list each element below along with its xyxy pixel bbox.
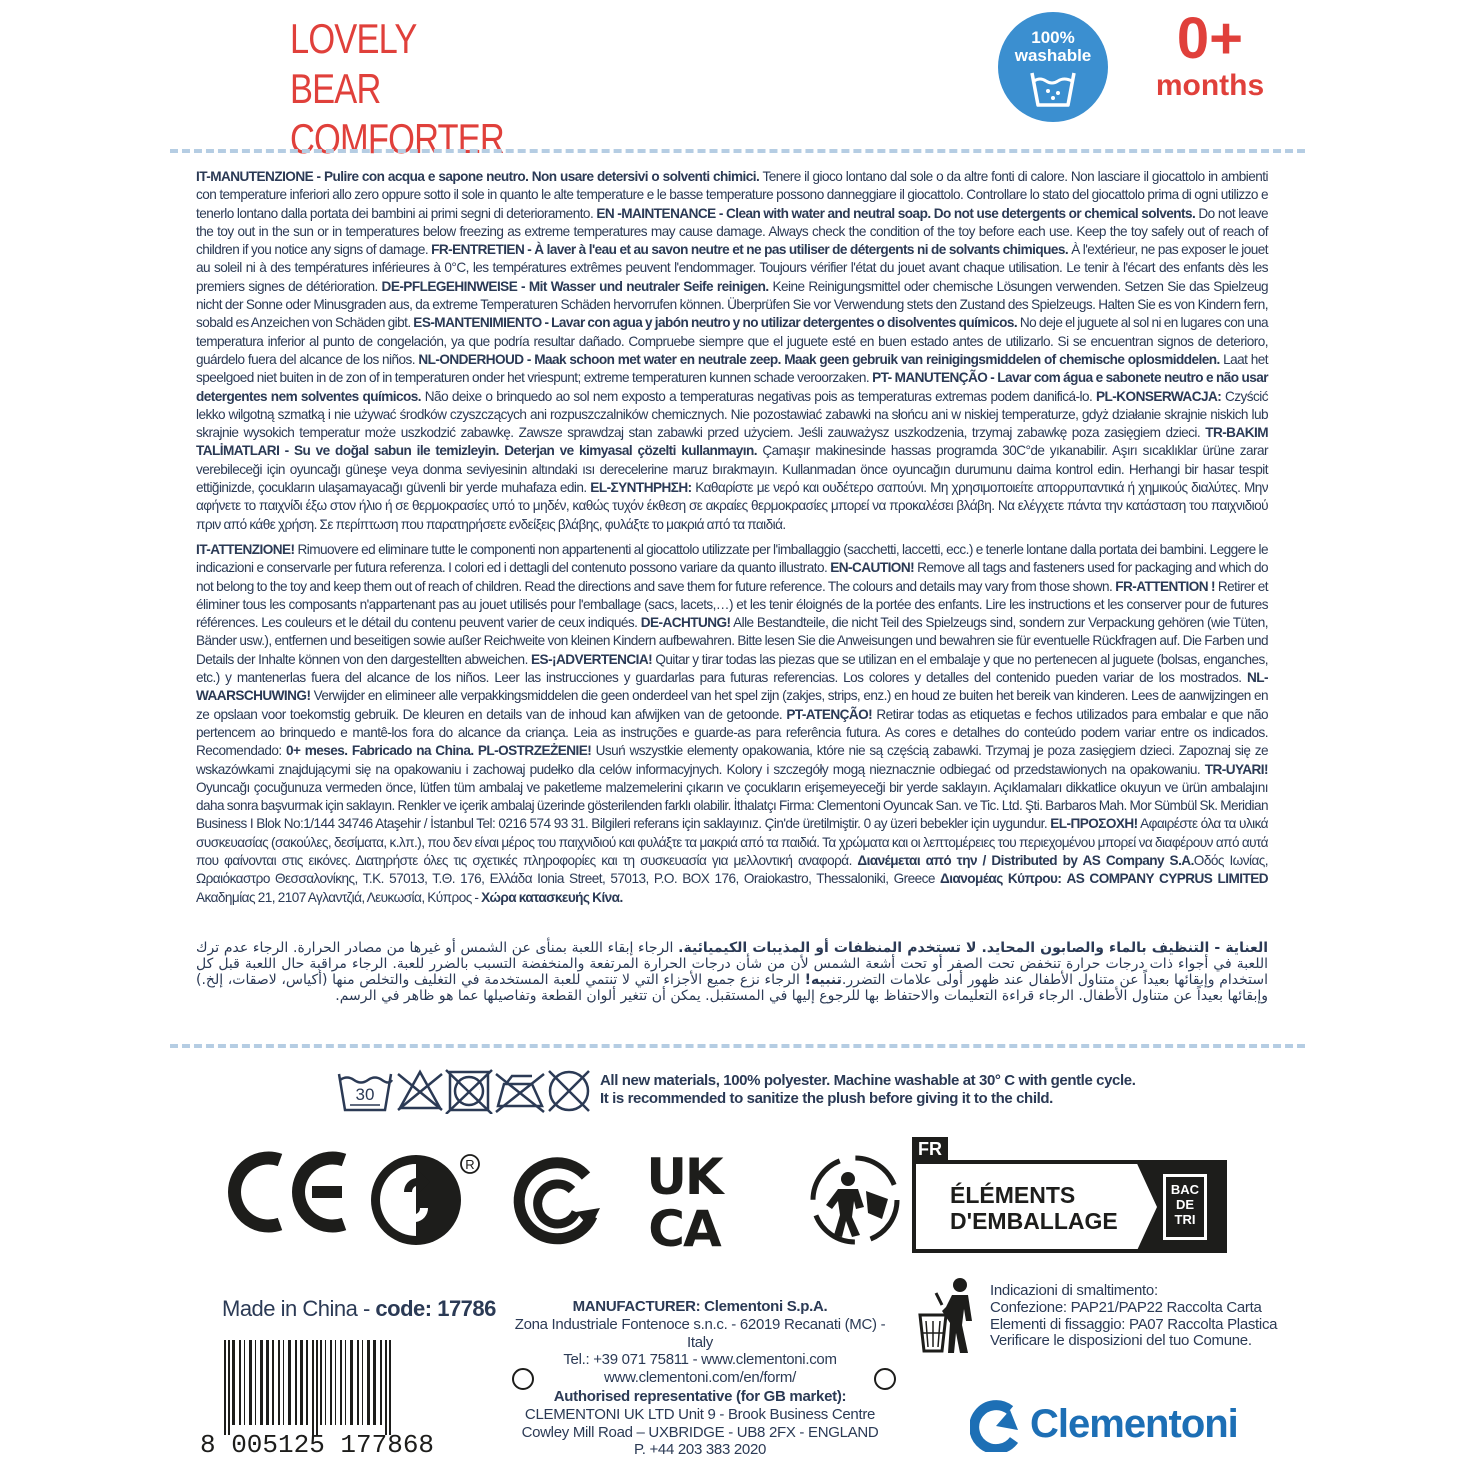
barcode-bar bbox=[266, 1340, 269, 1425]
tidyman-icon bbox=[916, 1275, 980, 1355]
text-line: Verificare le disposizioni del tuo Comune. bbox=[990, 1332, 1252, 1350]
section-body: À l'extérieur, ne pas exposer le jouet au soleil ni à des températures inférieures à 0°C, les températures extrêmes peuvent l'endommager. Toujours vérifier l'état du jouet avant chaque utilisation. Le tenir à l'écart des enfants dès les premiers signes de détérioration. bbox=[196, 242, 1269, 294]
svg-text:30: 30 bbox=[355, 1085, 375, 1104]
section-body: Çamaşır makinesinde hassas programda 30C°de yıkanabilir. Aşırı sıcaklıklar ürüne zarar verebileceği için oyuncağı güneşe veya donma seviyesinin altındaki ısı derecelerine maruz bırakmayın. Kullanmadan önce oyuncağın durumunu daima kontrol edin. Herhangi bir hasar tespit ettiğinizde, çocukların ulaşamayacağı güvenli bir yerde muhafaza edin. bbox=[196, 443, 1268, 496]
representative-block bbox=[500, 1388, 900, 1459]
barcode-bar bbox=[312, 1340, 314, 1435]
section-heading: تنبيه! bbox=[804, 972, 842, 988]
section-heading: ES-¡ADVERTENCIA! bbox=[531, 651, 653, 667]
section-body: Usuń wszystkie elementy opakowania, które nie są częścią zabawki. Trzymaj je poza zasięgiem dzieci. Zapoznaj się ze wskazówkami znajdującymi się na opakowaniu i zachowaj pudełko dla celów informacyjnych. Kolory i szczegóły mogą nieznacznie odbiegać od przedstawionych na opakowaniu. bbox=[196, 743, 1268, 777]
age-unit: months bbox=[1155, 69, 1265, 102]
text-line: Confezione: PAP21/PAP22 Raccolta Carta bbox=[990, 1298, 1262, 1316]
section-heading: FR-ENTRETIEN - À laver à l'eau et au savon neutre et ne pas utiliser de détergents ni de solvants chimiques. bbox=[431, 242, 1069, 258]
warnings-text bbox=[196, 541, 1268, 907]
section-body: Ακαδημίας 21, 2107 Αγλαντζιά, Λευκωσία, Κύπρος - bbox=[196, 889, 482, 905]
made-in-code: Made in China - code: 17786 bbox=[222, 1296, 496, 1321]
section-body: Rimuovere ed eliminare tutte le componenti non appartenenti al giocattolo utilizzate per l'imballaggio (sacchetti, laccetti, ecc.) e tenerle lontane dalla portata dei bambini. Leggere le indicazioni e conservarle per futura referenza. I colori ed i dettagli del contenuto possono variare da quanto illustrato. bbox=[196, 542, 1268, 576]
triman-text: ÉLÉMENTS D'EMBALLAGE bbox=[950, 1182, 1118, 1234]
barcode-bar bbox=[249, 1340, 252, 1425]
washable-label: washable bbox=[1014, 46, 1092, 65]
recycling-loop-icon bbox=[504, 1152, 604, 1248]
section-body: Oyuncağı çocuğunuza vermeden önce, lütfen tüm ambalaj ve paketleme malzemelerini çıkarın ve çocukların erişemeyeceği bir yerde saklayın. Açıklamaları dikkatlice okuyun ve ürün ambalajını daha sonra başvurmak için saklayın. Renkler ve içerik ambalaj üzerinde gösterilenden farklı olabilir. İthalatçı Firma: Clementoni Oyuncak San. ve Tic. Ltd. Şti. Barbaros Mah. Mor Sümbül Sk. Meridian Business I Blok No:1/144 34746 Ataşehir / İstanbul Tel: 0216 574 93 31. Bilgileri referans için saklayınız. Çin'de üretilmiştir. 0 ay üzeri bebekler için uygundur. bbox=[196, 779, 1268, 832]
ce-mark-icon bbox=[222, 1150, 350, 1234]
barcode-bar bbox=[272, 1340, 274, 1425]
care-line-2: It is recommended to sanitize the plush before giving it to the child. bbox=[600, 1090, 1053, 1107]
barcode-number: 8 005125 177868 bbox=[200, 1430, 435, 1460]
section-heading: Χώρα κατασκευής Κίνα. bbox=[481, 889, 623, 905]
barcode-bar bbox=[389, 1340, 391, 1435]
barcode-bar bbox=[288, 1340, 291, 1425]
section-body: Αφαιρέστε όλα τα υλικά συσκευασίας (σακούλες, δεσίματα, κ.λπ.), που δεν είναι μέρος του παιχνιδιού και φυλάξτε τα μακριά από τα παιδιά. Τα χρώματα και οι λεπτομέρειες του περιεχομένου μπορεί να διαφέρουν από αυτά που φαίνονται στις εικόνες. Διατηρήστε όλες τις σχετικές πληροφορίες και τη συσκευασία για μελλοντική αναφορά. bbox=[196, 816, 1268, 869]
section-heading: TR-BAKIM TALİMATLARI - Su ve doğal sabun ile temizleyin. Deterjan ve kimyasal çözelti kullanmayın. bbox=[196, 425, 1268, 459]
no-dry-clean-icon bbox=[549, 1071, 589, 1111]
barcode-bar bbox=[224, 1340, 226, 1435]
barcode-bar bbox=[325, 1340, 326, 1425]
age-number: 0+ bbox=[1176, 6, 1244, 71]
care-line-1: All new materials, 100% polyester. Machine washable at 30° C with gentle cycle. bbox=[600, 1072, 1136, 1089]
barcode-bar bbox=[345, 1340, 346, 1425]
svg-text:CA: CA bbox=[648, 1200, 720, 1250]
title-line-1: LOVELY BEAR bbox=[290, 15, 416, 112]
hole-marker-right bbox=[874, 1368, 896, 1390]
sorting-bin-icon: BAC DE TRI bbox=[1163, 1174, 1207, 1240]
section-body: Verwijder en elimineer alle verpakkingsmiddelen die geen onderdeel van het spel zijn (zakjes, strips, enz.) en houd ze buiten het bereik van kinderen. Lees de aanwijzingen en ze opslaan voor toekomstig gebruik. De kleuren en details van de inhoud kan afwijken van de getoonde. bbox=[196, 688, 1268, 722]
section-body: Alle Bestandteile, die nicht Teil des Spielzeugs sind, sondern zur Verpackung gehören (wie Tüten, Bänder usw.), entfernen und beseitigen sowie außer Reichweite von kleinen Kindern aufbewahren. Bitte lesen Sie die Anweisungen und bewahren sie für eventuelle Rückfragen auf. Die Farben und Details der Inhalte können von den dargestellten abweichen. bbox=[196, 615, 1269, 667]
text-line: MANUFACTURER: Clementoni S.p.A. bbox=[572, 1298, 828, 1315]
section-heading: EL-ΠΡΟΣΟΧΗ! bbox=[1050, 816, 1138, 832]
no-iron-icon bbox=[496, 1074, 544, 1112]
triman-icon bbox=[808, 1155, 902, 1245]
section-heading: NL-ONDERHOUD - Maak schoon met water en neutrale zeep. Maak geen gebruik van reinigingsmiddelen of chemische oplosmiddelen. bbox=[418, 351, 1220, 367]
triman-info-box bbox=[912, 1160, 1227, 1253]
section-body: الرجاء نزع جميع الأجزاء التي لا تنتمي للعبة المستخدمة في التغليف والتخلص منها (أكياس، لاصقات، إلخ.) وإبقائها بعيداً عن متناول الأطفال. الرجاء قراءة التعليمات والاحتفاظ بها للرجوع إليها في المستقبل. يمكن أن تتغير ألوان القطعة وتفاصيلها عما هو ظاهر في الرسم. bbox=[196, 972, 1268, 1004]
barcode-bar bbox=[239, 1340, 241, 1425]
section-body: Remove all tags and fasteners used for packaging and which do not belong to the toy and keep them out of reach of children. Read the directions and save them for future reference. The colours and details may vary from those shown. bbox=[196, 560, 1269, 594]
green-dot-icon bbox=[368, 1152, 480, 1248]
fr-tag: FR bbox=[912, 1137, 948, 1161]
barcode-bar bbox=[320, 1340, 322, 1425]
wash-tub-icon bbox=[1028, 69, 1078, 109]
svg-text:R: R bbox=[465, 1157, 475, 1172]
section-body: Retirar todas as etiquetas e fechos utilizados para embalar e que não pertencem ao brinquedo e mantê-los fora do alcance da criança. Leia as instruções e guarde-as para referência futura. As cores e detalhes do conteúdo podem variar entre os indicados. Recomendado: bbox=[196, 706, 1268, 759]
divider-top bbox=[170, 149, 1305, 153]
section-heading: Διανομέας Κύπρου: AS COMPANY CYPRUS LIMITED bbox=[940, 871, 1268, 887]
section-body: الرجاء إبقاء اللعبة بمنأى عن الشمس أو غيرها من مصادر الحرارة. الرجاء عدم ترك اللعبة في أجواء ذات درجات حرارة تنخفض تحت الصفر أو تحت أشعة الشمس لأن من شأن درجات الحرارة المرتفعة والمنخفضة التسبب بالضرر للعبة. الرجاء مراقبة حال اللعبة قبل كل استخدام وإبقائها بعيداً عن متناول الأطفال عند ظهور أولى علامات التضرر. bbox=[196, 940, 1268, 988]
barcode-bar bbox=[306, 1340, 308, 1425]
section-body: Czyścić lekko wilgotną szmatką i nie używać środków czyszczących ani rozpuszczalników chemicznych. Nie pozostawiać zabawki na słońcu ani w niskiej temperaturze, gdyż działanie skrajnie niskich lub skrajnie wysokich temperatur może uszkodzić zabawkę. Zawsze sprawdzaj stan zabawki przed użyciem. Jeśli zauważysz uszkodzenia, trzymaj zabawkę poza zasięgiem dzieci. bbox=[196, 388, 1268, 441]
text-line: P. +44 203 383 2020 bbox=[633, 1441, 767, 1459]
barcode-bar bbox=[357, 1340, 359, 1425]
text-line: www.clementoni.com/en/form/ bbox=[604, 1369, 796, 1387]
text-line: Tel.: +39 071 75811 - www.clementoni.com bbox=[563, 1351, 837, 1369]
barcode-bar bbox=[373, 1340, 376, 1425]
barcode-bar bbox=[350, 1340, 353, 1425]
barcode-bar bbox=[278, 1340, 280, 1425]
section-heading: DE-PFLEGEHINWEISE - Mit Wasser und neutraler Seife reinigen. bbox=[381, 278, 769, 294]
section-heading: EL-ΣΥΝΤΗΡΗΣΗ: bbox=[590, 480, 692, 496]
section-heading: Διανέμεται από την / Distributed by AS Company S.A. bbox=[857, 853, 1194, 869]
care-symbols bbox=[336, 1066, 592, 1119]
text-line: Cowley Mill Road – UXBRIDGE - UB8 2FX - ENGLAND bbox=[521, 1423, 879, 1441]
title-line-2: COMFORTER bbox=[290, 115, 504, 162]
barcode-bar bbox=[244, 1340, 245, 1425]
disposal-info bbox=[990, 1283, 1277, 1350]
care-instructions bbox=[600, 1072, 1135, 1108]
barcode-bar bbox=[300, 1340, 303, 1425]
divider-bottom bbox=[170, 1044, 1305, 1048]
section-heading: ES-MANTENIMIENTO - Lavar con agua y jabón neutro y no utilizar detergentes o disolventes químicos. bbox=[413, 315, 1018, 331]
section-body: Keine Reinigungsmittel oder chemische Lösungen verwenden. Setzen Sie das Spielzeug nicht der Sonne oder Minusgraden aus, da extreme Temperaturen Schäden hervorrufen können. Überprüfen Sie vor Verwendung stets den Zustand des Spielzeugs. Halten Sie es von Kindern fern, sobald es Anzeichen von Schäden gibt. bbox=[196, 278, 1269, 331]
no-bleach-icon bbox=[398, 1072, 442, 1110]
barcode-bar bbox=[362, 1340, 363, 1425]
text-line: Authorised representative (for GB market): bbox=[553, 1388, 847, 1405]
manufacturer-block bbox=[500, 1298, 900, 1387]
barcode-bar bbox=[316, 1340, 318, 1435]
text-line: Elementi di fissaggio: PA07 Raccolta Plastica bbox=[990, 1315, 1278, 1333]
barcode-bar bbox=[295, 1340, 297, 1425]
section-body: Καθαρίστε με νερό και ουδέτερο σαπούνι. Μη χρησιμοποιείτε απορρυπαντικά ή χημικούς διαλύτες. Μην αφήνετε το παιχνίδι έξω στον ήλιο ή σε θερμοκρασίες υπό το μηδέν, καθώς τυχόν έκθεση σε ακραίες θερμοκρασίες μπορεί να προκαλέσει βλάβη. Να ελέγχετε πάντα την κατάσταση του παιχνιδιού πριν από κάθε χρήση. Σε περίπτωση που παρατηρήσετε ενδείξεις βλάβης, φυλάξτε το μακριά από τα παιδιά. bbox=[196, 480, 1268, 532]
barcode-bar bbox=[380, 1340, 382, 1425]
section-heading: DE-ACHTUNG! bbox=[640, 615, 731, 631]
section-body: Οδός Ιωνίας, Ωραιόκαστρο Θεσσαλονίκης, Τ.Κ. 57013, Τ.Θ. 176, Ελλάδα Ionia Street, 57013, P.O. BOX 176, Oraiokastro, Thessaloniki, Greece bbox=[196, 853, 1268, 887]
no-tumble-dry-icon bbox=[446, 1070, 492, 1114]
barcode-bar bbox=[367, 1340, 370, 1425]
section-heading: TR-UYARI! bbox=[1204, 761, 1268, 777]
section-heading: FR-ATTENTION ! bbox=[1115, 578, 1215, 594]
barcode-bar bbox=[255, 1340, 256, 1425]
section-body: Retirer et éliminer tous les composants n'appartenant pas au jouet utilisés pour l'emballage (sacs, lacets,…) et les tenir éloignés de la portée des enfants. Lire les instructions et les conserver pour de futures références. Les couleurs et le détail du contenu peuvent varier de ceux indiqués. bbox=[196, 578, 1268, 631]
brand-name: Clementoni bbox=[1030, 1402, 1238, 1446]
barcode-bar bbox=[340, 1340, 342, 1425]
maintenance-text bbox=[196, 168, 1268, 534]
arabic-text bbox=[196, 940, 1268, 1004]
barcode-bar bbox=[335, 1340, 336, 1425]
section-body: Tenere il gioco lontano dal sole o da altre fonti di calore. Non lasciare il giocattolo in ambienti con temperature inferiori allo zero oppure sotto il sole in quanto le alte temperature e le basse temperature possono danneggiare il giocattolo. Controllare lo stato del giocattolo prima di ogni utilizzo e tenerlo lontano dalla portata dei bambini ai primi segni di deterioramento. bbox=[196, 169, 1268, 221]
barcode-bar bbox=[330, 1340, 332, 1425]
brand-logo bbox=[970, 1400, 1238, 1457]
text-line: Indicazioni di smaltimento: bbox=[990, 1282, 1158, 1299]
section-heading: العناية - التنظيف بالماء والصابون المحايد. لا تستخدم المنظفات أو المذيبات الكيميائية. bbox=[678, 940, 1268, 956]
text-line: Zona Industriale Fontenoce s.n.c. - 62019 Recanati (MC) - Italy bbox=[514, 1315, 886, 1351]
section-body: Do not leave the toy out in the sun or in temperatures below freezing as extreme temperatures may cause damage. Always check the condition of the toy before each use. Keep the toy safely out of reach of children if you notice any signs of damage. bbox=[196, 205, 1269, 258]
section-body: No deje el juguete al sol ni en lugares con una temperatura inferior al punto de congelación, ya que podría resultar dañado. Compruebe siempre que el juguete esté en buen estado antes de utilizarlo. Si se encuentran signos de deterioro, guárdelo fuera del alcance de los niños. bbox=[196, 315, 1269, 367]
text-line: CLEMENTONI UK LTD Unit 9 - Brook Business Centre bbox=[524, 1405, 876, 1423]
washable-percent: 100% bbox=[1031, 28, 1075, 47]
clementoni-logo-icon bbox=[970, 1400, 1022, 1452]
section-heading: EN-CAUTION! bbox=[830, 560, 915, 576]
section-heading: 0+ meses. Fabricado na China. PL-OSTRZEŻENIE! bbox=[285, 743, 592, 759]
section-heading: PT- MANUTENÇÃO - Lavar com água e sabonete neutro e não usar detergentes nem solventes químicos. bbox=[196, 370, 1269, 404]
barcode-bar bbox=[228, 1340, 230, 1435]
section-heading: PL-KONSERWACJA: bbox=[1096, 388, 1222, 404]
product-title bbox=[290, 14, 504, 164]
svg-text:UK: UK bbox=[646, 1150, 722, 1206]
section-heading: PT-ATENÇÃO! bbox=[786, 706, 873, 722]
barcode-bar bbox=[232, 1340, 235, 1425]
barcode-bar bbox=[385, 1340, 387, 1435]
hole-marker-left bbox=[512, 1368, 534, 1390]
section-body: Quitar y tirar todas las piezas que se utilizan en el embalaje y que no pertenecen al juguete (bolsas, enganches, etc.) y mantenerlas fuera del alcance de los niños. Leer las instrucciones y guardarlas para futuras referencias. Los colores y detalles del contenido pueden variar de los mostrados. bbox=[196, 651, 1268, 686]
section-body: Laat het speelgoed niet buiten in de zon of in temperaturen onder het vriespunt; extreme temperaturen kunnen schade veroorzaken. bbox=[196, 351, 1268, 386]
ukca-mark-icon bbox=[638, 1150, 734, 1250]
section-body: Não deixe o brinquedo ao sol nem exposto a temperaturas negativas pois as temperaturas extremas podem danificá-lo. bbox=[420, 388, 1097, 404]
section-heading: IT-MANUTENZIONE - Pulire con acqua e sapone neutro. Non usare detersivi o solventi chimici. bbox=[196, 169, 760, 184]
washable-badge bbox=[998, 12, 1108, 122]
section-heading: EN -MAINTENANCE - Clean with water and neutral soap. Do not use detergents or chemical solvents. bbox=[596, 205, 1196, 221]
barcode-bar bbox=[260, 1340, 263, 1425]
age-label bbox=[1140, 8, 1280, 102]
barcode bbox=[222, 1340, 460, 1435]
barcode-bar bbox=[283, 1340, 284, 1425]
section-heading: IT-ATTENZIONE! bbox=[196, 542, 295, 557]
section-heading: NL-WAARSCHUWING! bbox=[196, 670, 1268, 704]
